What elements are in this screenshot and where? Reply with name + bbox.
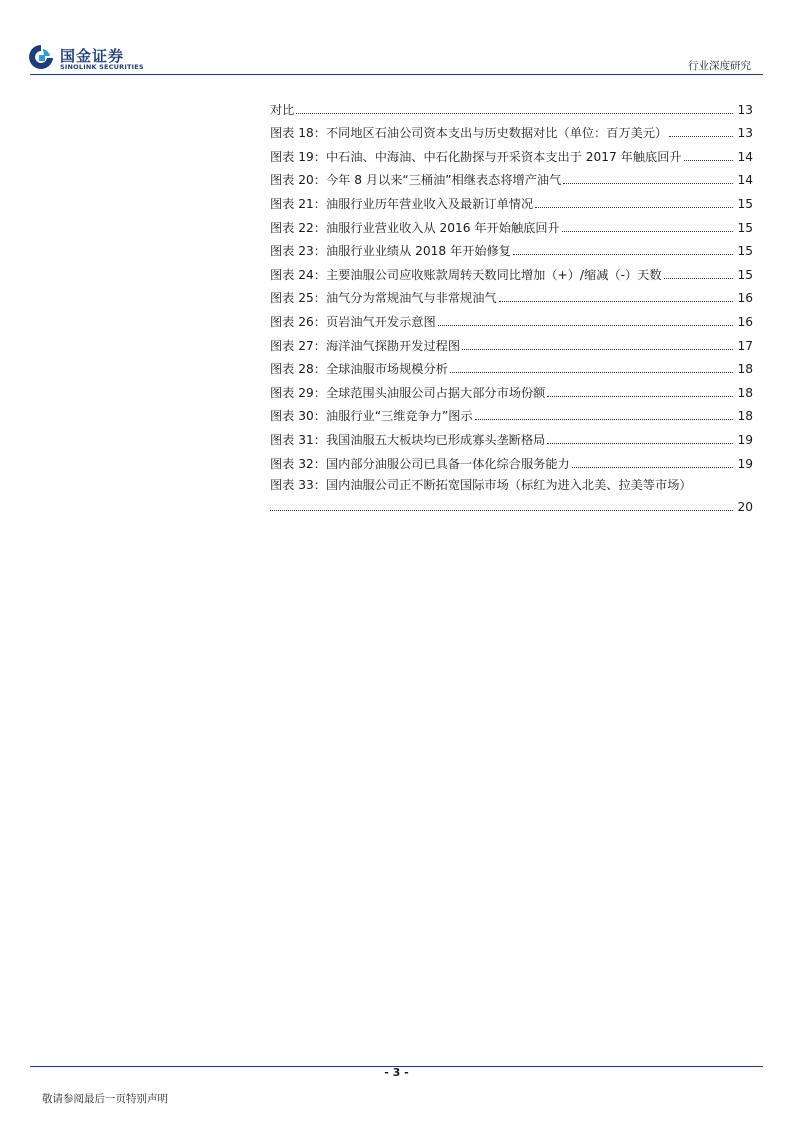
dot-leader	[669, 136, 733, 137]
toc-entry-page: 15	[737, 244, 753, 259]
dot-leader	[438, 325, 734, 326]
dot-leader	[450, 372, 734, 373]
toc-entry-label: 图表 32：国内部分油服公司已具备一体化综合服务能力	[270, 456, 570, 471]
dot-leader	[535, 207, 733, 208]
dot-leader	[563, 183, 733, 184]
page-header	[0, 0, 793, 80]
toc-entry-label: 图表 27：海洋油气探勘开发过程图	[270, 338, 461, 353]
brand-name-en: SINOLINK SECURITIES	[60, 63, 144, 71]
toc-entry[interactable]	[270, 424, 753, 448]
header-divider	[30, 74, 763, 75]
logo-icon	[28, 44, 54, 72]
toc-entry-multiline[interactable]	[270, 472, 753, 515]
page-number: - 3 -	[384, 1066, 409, 1079]
toc-entry-page: 16	[737, 291, 753, 306]
toc-entry-page: 15	[737, 196, 753, 211]
company-logo	[28, 44, 148, 74]
toc-entry-leader-line	[270, 495, 753, 515]
toc-entry[interactable]	[270, 259, 753, 283]
dot-leader	[296, 113, 733, 114]
toc-entry-page: 15	[737, 220, 753, 235]
toc-entry-page: 18	[737, 362, 753, 377]
disclaimer-note: 敬请参阅最后一页特别声明	[42, 1093, 168, 1105]
dot-leader	[664, 278, 734, 279]
dot-leader	[270, 510, 733, 511]
dot-leader	[462, 349, 733, 350]
toc-entry-label: 图表 26：页岩油气开发示意图	[270, 314, 436, 329]
dot-leader	[562, 231, 734, 232]
toc-entry-label: 图表 19：中石油、中海油、中石化勘探与开采资本支出于 2017 年触底回升	[270, 149, 682, 164]
toc-entry-label: 图表 18：不同地区石油公司资本支出与历史数据对比（单位：百万美元）	[270, 126, 668, 141]
dot-leader	[499, 301, 734, 302]
report-type: 行业深度研究	[688, 60, 751, 72]
dot-leader	[547, 443, 733, 444]
toc-entry[interactable]	[270, 401, 753, 425]
toc-entry-page: 17	[737, 338, 753, 353]
toc-entry[interactable]	[270, 118, 753, 142]
toc-entry[interactable]	[270, 165, 753, 189]
toc-entry-page: 18	[737, 409, 753, 424]
toc-entry[interactable]	[270, 330, 753, 354]
toc-entry-page: 18	[737, 385, 753, 400]
toc-entry-page: 19	[737, 456, 753, 471]
dot-leader	[513, 254, 734, 255]
dot-leader	[475, 419, 734, 420]
toc-entry-page: 15	[737, 267, 753, 282]
toc-entry-label: 图表 30：油服行业“三维竞争力”图示	[270, 409, 473, 424]
toc-entry[interactable]	[270, 377, 753, 401]
toc-entry-label: 图表 33：国内油服公司正不断拓宽国际市场（标红为进入北美、拉美等市场）	[270, 477, 692, 492]
toc-entry[interactable]	[270, 354, 753, 378]
toc-entry-label: 对比	[270, 102, 295, 117]
toc-entry[interactable]	[270, 188, 753, 212]
dot-leader	[547, 396, 733, 397]
toc-entry-page: 13	[737, 102, 753, 117]
toc-entry-label: 图表 28：全球油服市场规模分析	[270, 362, 448, 377]
toc-entry-page: 16	[737, 314, 753, 329]
toc-entry[interactable]	[270, 94, 753, 118]
toc-entry-page: 14	[737, 149, 753, 164]
toc-entry-page: 14	[737, 173, 753, 188]
toc-entry-page: 13	[737, 126, 753, 141]
toc-entry[interactable]	[270, 141, 753, 165]
toc-entry-label: 图表 22：油服行业营业收入从 2016 年开始触底回升	[270, 220, 560, 235]
toc-entry[interactable]	[270, 448, 753, 472]
dot-leader	[572, 467, 734, 468]
toc-entry[interactable]	[270, 212, 753, 236]
toc-entry-label: 图表 21：油服行业历年营业收入及最新订单情况	[270, 196, 534, 211]
toc-entry[interactable]	[270, 306, 753, 330]
toc-entry[interactable]	[270, 236, 753, 260]
toc-entry-label: 图表 25：油气分为常规油气与非常规油气	[270, 291, 497, 306]
toc-entry-label: 图表 20：今年 8 月以来“三桶油”相继表态将增产油气	[270, 173, 562, 188]
dot-leader	[684, 160, 734, 161]
toc-entry-label: 图表 23：油服行业业绩从 2018 年开始修复	[270, 244, 511, 259]
brand-name-cn: 国金证券	[60, 47, 125, 65]
toc-entry-label: 图表 29：全球范围头油服公司占据大部分市场份额	[270, 385, 546, 400]
toc-entry-page: 19	[737, 432, 753, 447]
toc-entry-label: 图表 31：我国油服五大板块均已形成寡头垄断格局	[270, 432, 546, 447]
figure-index-list	[270, 94, 753, 515]
toc-entry[interactable]	[270, 283, 753, 307]
toc-entry-label: 图表 24：主要油服公司应收账款周转天数同比增加（+）/缩减（-）天数	[270, 267, 662, 282]
toc-entry-page: 20	[737, 499, 753, 514]
